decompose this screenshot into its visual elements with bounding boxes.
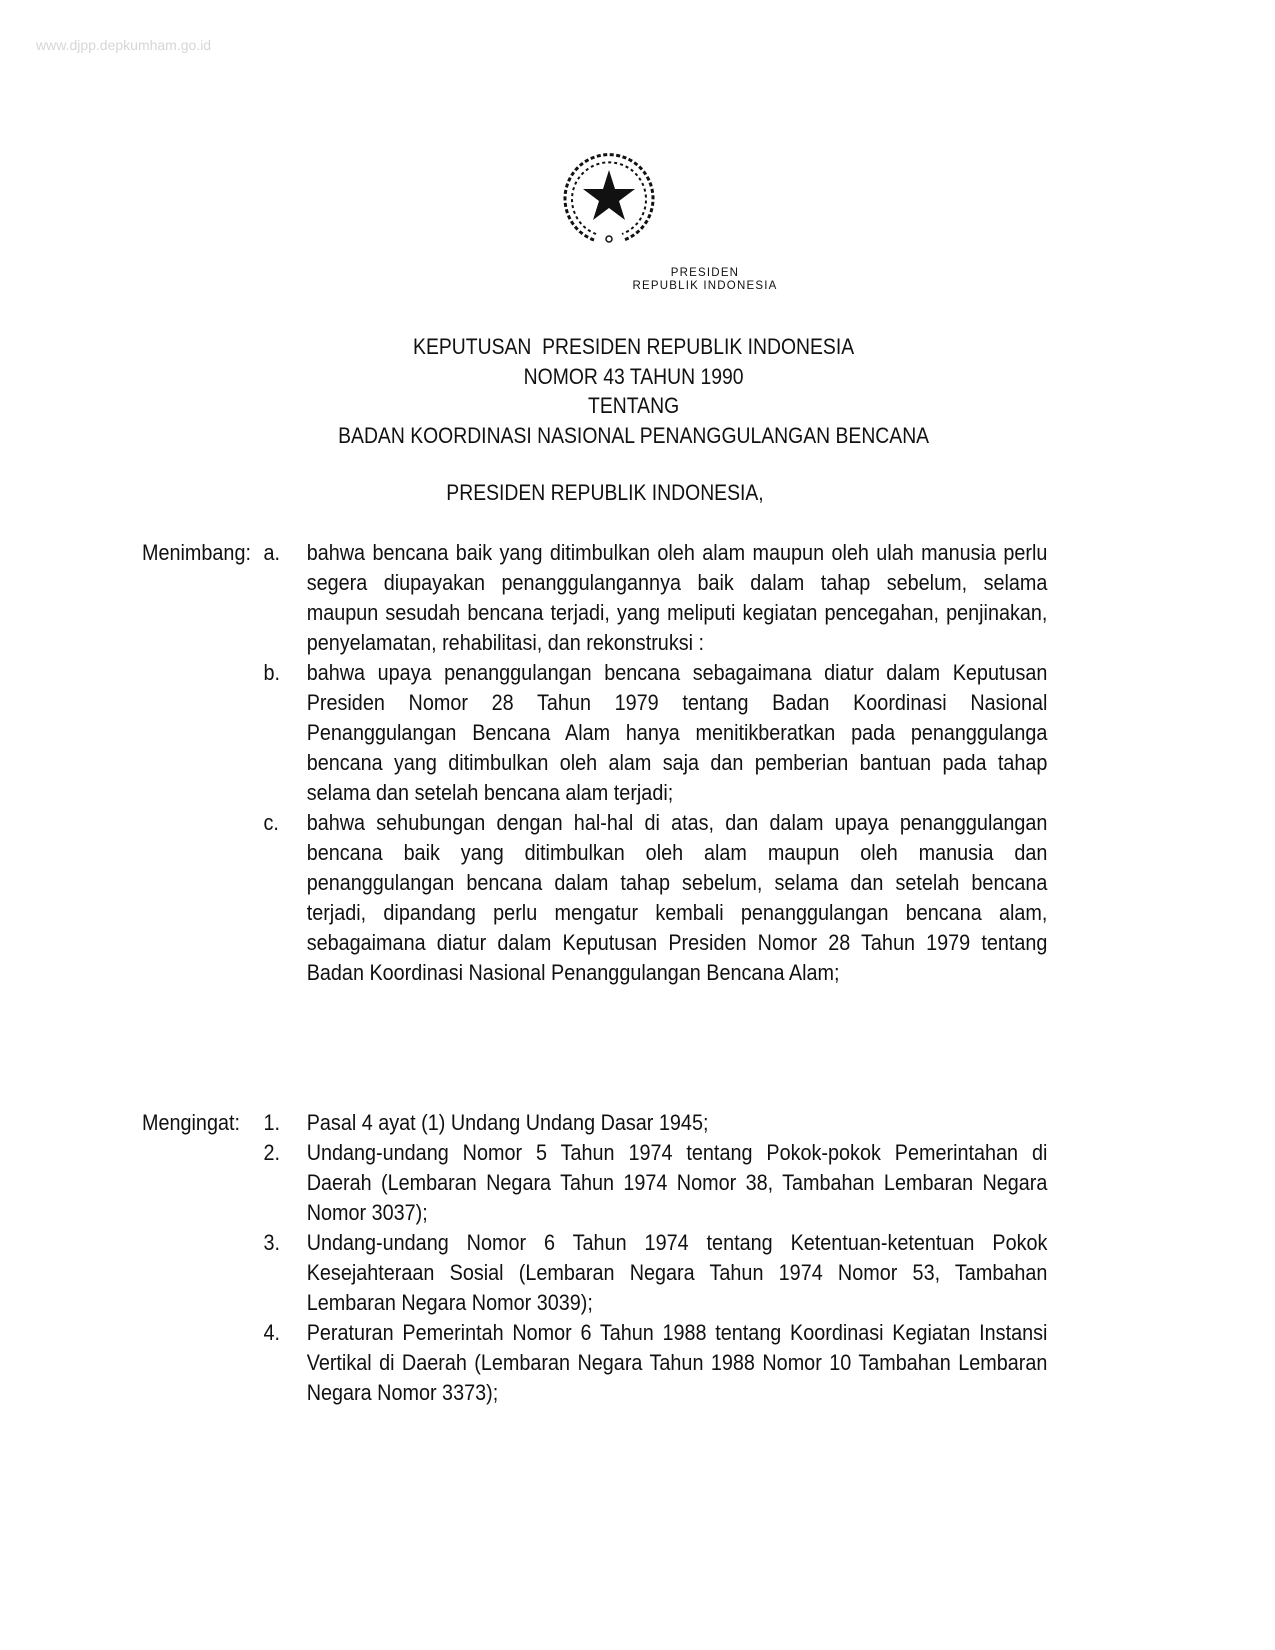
item-marker: 2.: [263, 1140, 281, 1165]
mengingat-item-4: [142, 1318, 1072, 1408]
title-line-3: TENTANG: [588, 393, 680, 418]
title-line-1: KEPUTUSAN PRESIDEN REPUBLIK INDONESIA: [413, 334, 855, 359]
emblem-caption-line2: REPUBLIK INDONESIA: [632, 280, 778, 292]
mengingat-item-1: [142, 1108, 1072, 1138]
item-text: Pasal 4 ayat (1) Undang Undang Dasar 1945;: [306, 1110, 709, 1135]
item-text: bahwa bencana baik yang ditimbulkan oleh alam maupun oleh ulah manusia perlu segera diupayakan penanggulangannya baik dalam tahap sebelum, selama maupun sesudah bencana terjadi, yang meliputi kegiatan pencegahan, penjinakan, penyelamatan, rehabilitasi, dan rekonstruksi :: [306, 540, 1048, 655]
menimbang-item-a: [142, 538, 1072, 658]
menimbang-item-c: [142, 808, 1072, 988]
item-marker: 1.: [263, 1110, 281, 1135]
menimbang-label: Menimbang:: [142, 540, 251, 565]
menimbang-section: [142, 538, 1072, 988]
item-text: bahwa upaya penanggulangan bencana sebagaimana diatur dalam Keputusan Presiden Nomor 28 Tahun 1979 tentang Badan Koordinasi Nasional Penanggulangan Bencana Alam hanya menitikberatkan pada penanggulanga bencana yang ditimbulkan oleh alam saja dan pemberian bantuan pada tahap selama dan setelah bencana alam terjadi;: [306, 660, 1048, 805]
mengingat-section: [142, 1108, 1072, 1408]
item-marker: a.: [263, 540, 281, 565]
mengingat-item-2: [142, 1138, 1072, 1228]
presidential-emblem-icon: [556, 148, 662, 248]
item-marker: c.: [263, 810, 279, 835]
item-marker: 4.: [263, 1320, 281, 1345]
item-text: bahwa sehubungan dengan hal-hal di atas, dan dalam upaya penanggulangan bencana baik yang ditimbulkan oleh alam maupun oleh manusia dan penanggulangan bencana dalam tahap sebelum, selama dan setelah bencana terjadi, dipandang perlu mengatur kembali penanggulangan bencana alam, sebagaimana diatur dalam Keputusan Presiden Nomor 28 Tahun 1979 tentang Badan Koordinasi Nasional Penanggulangan Bencana Alam;: [306, 810, 1048, 985]
item-text: Peraturan Pemerintah Nomor 6 Tahun 1988 tentang Koordinasi Kegiatan Instansi Vertikal di Daerah (Lembaran Negara Tahun 1988 Nomor 10 Tambahan Lembaran Negara Nomor 3373);: [306, 1320, 1048, 1405]
emblem-caption: [0, 267, 1275, 293]
watermark-url: www.djpp.depkumham.go.id: [36, 37, 212, 53]
item-text: Undang-undang Nomor 5 Tahun 1974 tentang Pokok-pokok Pemerintahan di Daerah (Lembaran Negara Tahun 1974 Nomor 38, Tambahan Lembaran Negara Nomor 3037);: [306, 1140, 1048, 1225]
item-marker: b.: [263, 660, 281, 685]
mengingat-label: Mengingat:: [142, 1110, 240, 1135]
title-line-2: NOMOR 43 TAHUN 1990: [523, 363, 744, 389]
item-text: Undang-undang Nomor 6 Tahun 1974 tentang Ketentuan-ketentuan Pokok Kesejahteraan Sosial (Lembaran Negara Tahun 1974 Nomor 53, Tambahan Lembaran Negara Nomor 3039);: [306, 1230, 1048, 1315]
emblem-caption-line1: PRESIDEN: [670, 267, 740, 279]
title-line-4: BADAN KOORDINASI NASIONAL PENANGGULANGAN BENCANA: [338, 422, 930, 448]
item-marker: 3.: [263, 1230, 281, 1255]
mengingat-item-3: [142, 1228, 1072, 1318]
menimbang-item-b: [142, 658, 1072, 808]
president-heading: PRESIDEN REPUBLIK INDONESIA,: [446, 480, 764, 505]
document-title: [73, 332, 1195, 450]
